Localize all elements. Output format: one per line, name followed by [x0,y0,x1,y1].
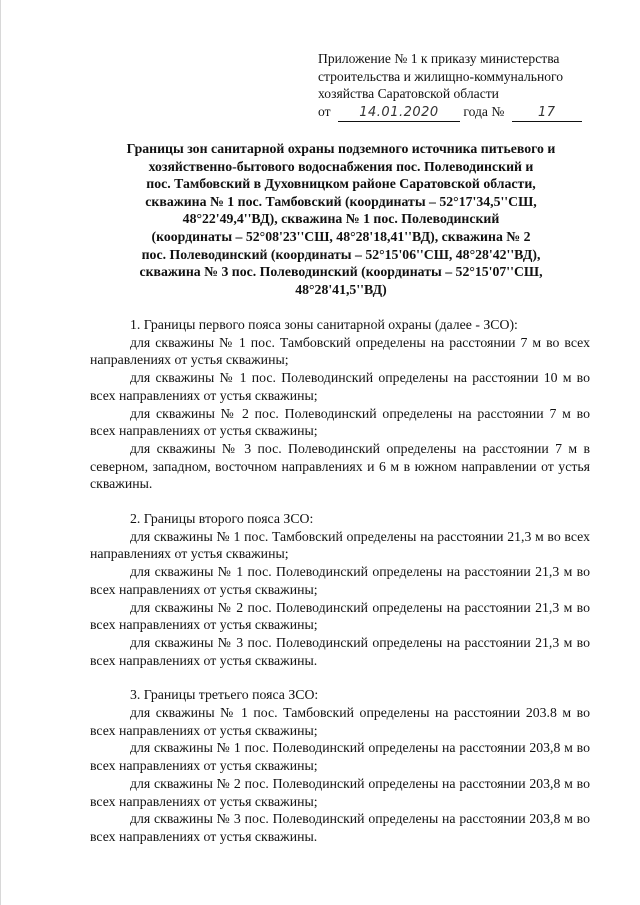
date-prefix: от [318,103,331,119]
section-item: для скважины № 1 пос. Полеводинский определены на расстоянии 21,3 м во всех направлениях от устья скважины; [90,564,590,597]
appendix-date-line [318,103,608,123]
title-line: скважина № 3 пос. Полеводинский (координаты – 52°15'07''СШ, [139,264,543,280]
document-title [93,140,589,298]
section-item: для скважины № 3 пос. Полеводинский определены на расстоянии 203,8 м во всех направлениях от устья скважины. [90,811,590,844]
appendix-line-2: строительства и жилищно-коммунального [318,68,564,84]
title-line: 48°28'41,5''ВД) [295,281,387,297]
title-line: (координаты – 52°08'23''СШ, 48°28'18,41''ВД), скважина № 2 [151,228,531,244]
section-first-belt [90,316,590,493]
appendix-line-3: хозяйства Саратовской области [318,86,499,101]
section-item: для скважины № 3 пос. Полеводинский определены на расстоянии 7 м в северном, западном, восточном направлениях и 6 м в южном направлении от устья скважины. [90,440,590,492]
title-line: пос. Полеводинский (координаты – 52°15'06''СШ, 48°28'42''ВД), [141,246,541,262]
appendix-header [318,50,608,122]
section-gap [90,493,590,510]
title-line: пос. Тамбовский в Духовницком районе Саратовской области, [146,176,536,192]
section-third-belt [90,686,590,845]
document-body [90,316,590,846]
section-item: для скважины № 2 пос. Полеводинский определены на расстоянии 21,3 м во всех направлениях от устья скважины; [90,599,590,633]
title-line: скважина № 1 пос. Тамбовский (координаты – 52°17'34,5''СШ, [145,193,537,209]
handwritten-date: 14.01.2020 [338,104,460,123]
section-item: для скважины № 3 пос. Полеводинский определены на расстоянии 21,3 м во всех направлениях от устья скважины. [90,634,590,668]
year-label: года № [463,103,505,119]
section-item: для скважины № 2 пос. Полеводинский определены на расстоянии 7 м во всех направлениях от устья скважины; [90,405,590,439]
section-item: для скважины № 1 пос. Тамбовский определены на расстоянии 21,3 м во всех направлениях от устья скважины; [90,528,590,562]
title-line: хозяйственно-бытового водоснабжения пос. Полеводинский и [148,158,534,174]
title-line: Границы зон санитарной охраны подземного источника питьевого и [126,141,556,156]
section-gap [90,669,590,686]
section-heading: 3. Границы третьего пояса ЗСО: [130,687,319,703]
section-item: для скважины № 1 пос. Полеводинский определены на расстоянии 10 м во всех направлениях от устья скважины; [90,370,590,403]
title-line: 48°22'49,4''ВД), скважина № 1 пос. Полеводинский [182,211,500,227]
appendix-line-1: Приложение № 1 к приказу министерства [318,51,560,66]
section-item: для скважины № 1 пос. Тамбовский определены на расстоянии 7 м во всех направлениях от устья скважины; [90,334,590,368]
handwritten-number: 17 [512,104,582,123]
section-second-belt [90,510,590,669]
section-item: для скважины № 1 пос. Полеводинский определены на расстоянии 203,8 м во всех направлениях от устья скважины; [90,740,590,774]
section-heading: 1. Границы первого пояса зоны санитарной охраны (далее - ЗСО): [130,317,518,332]
section-item: для скважины № 1 пос. Тамбовский определены на расстоянии 203.8 м во всех направлениях от устья скважины; [90,705,590,738]
section-item: для скважины № 2 пос. Полеводинский определены на расстоянии 203,8 м во всех направлениях от устья скважины; [90,775,590,809]
section-heading: 2. Границы второго пояса ЗСО: [130,511,314,527]
